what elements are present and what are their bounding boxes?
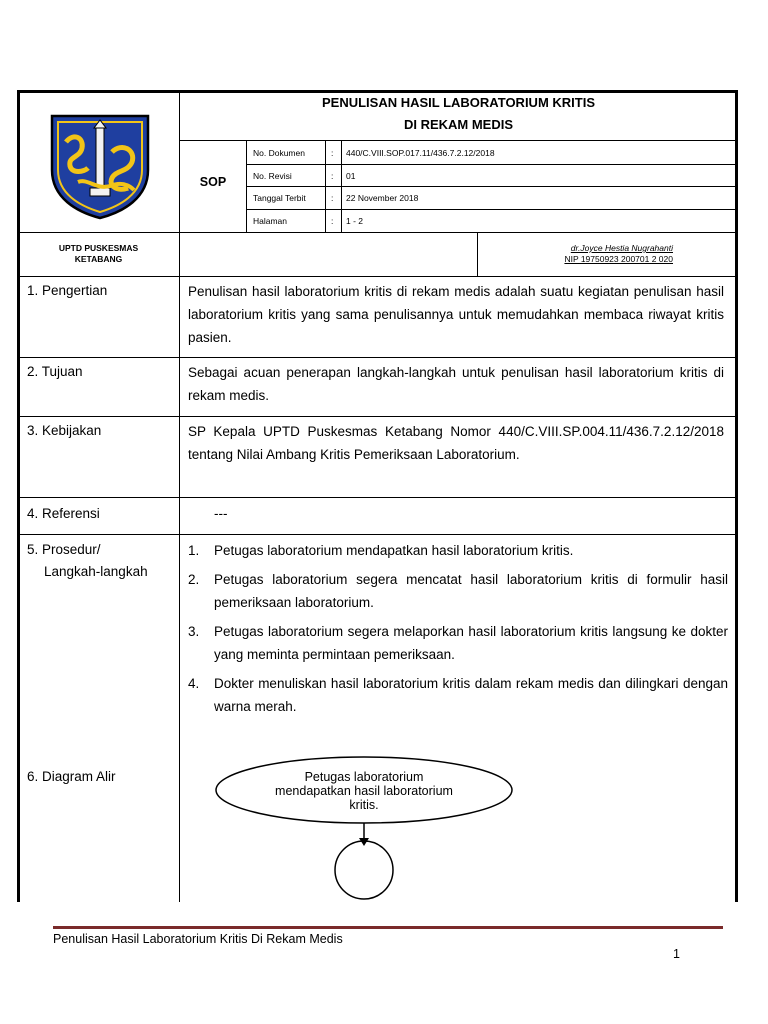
meta-row-line-1 [246,164,736,165]
prosedur-step-1 [188,539,728,562]
tujuan-label: 2. Tujuan [27,364,83,379]
pengertian-label: 1. Pengertian [27,283,108,298]
kebijakan-label: 3. Kebijakan [27,423,102,438]
diagram-label: 6. Diagram Alir [27,769,116,784]
kebijakan-text: SP Kepala UPTD Puskesmas Ketabang Nomor 440/C.VIII.SP.004.11/436.7.2.12/2018 tentang Nilai Ambang Kritis Pemeriksaan Laboratorium. [188,424,724,462]
referensi-label: 4. Referensi [27,506,100,521]
prosedur-step-2 [188,568,728,614]
document-title-line1: PENULISAN HASIL LABORATORIUM KRITIS [321,95,595,110]
meta-label-halaman: Halaman [253,216,288,226]
signer-name: dr.Joyce Hestia Nugrahanti [570,243,673,253]
step-number: 4. [188,676,200,691]
header-divider [179,140,736,141]
row-line-pengertian [18,357,736,358]
flow-node-text-line1: Petugas laboratorium [304,770,424,784]
step-text: Dokter menuliskan hasil laboratorium kritis dalam rekam medis dan dilingkari dengan warna merah. [214,676,728,714]
step-number: 2. [188,572,200,587]
signer-divider [477,232,478,276]
prosedur-label-line2: Langkah-langkah [44,564,148,579]
flow-node-text-line3: kritis. [349,798,379,812]
header-bottom-line [18,232,736,233]
step-text: Petugas laboratorium segera mencatat hasil laboratorium kritis di formulir hasil pemeriksaan laboratorium. [214,572,728,610]
table-top-border [17,90,737,93]
step-text: Petugas laboratorium mendapatkan hasil laboratorium kritis. [214,543,574,558]
meta-row-line-2 [246,186,736,187]
prosedur-step-3 [188,620,728,666]
meta-sep-no-revisi: : [331,171,334,181]
flow-arrow-head [359,838,369,846]
step-text: Petugas laboratorium segera melaporkan hasil laboratorium kritis langsung ke dokter yang meminta permintaan pemeriksaan. [214,624,728,662]
footer-rule [53,926,723,929]
referensi-text: --- [214,506,228,521]
flow-node-connector [335,841,393,899]
step-number: 1. [188,543,200,558]
meta-sep-tanggal-terbit: : [331,193,334,203]
meta-label-tanggal-terbit: Tanggal Terbit [253,193,306,203]
meta-row-line-3 [246,209,736,210]
meta-sep-halaman: : [331,216,334,226]
flow-node-text-line2: mendapatkan hasil laboratorium [275,784,453,798]
footer-title: Penulisan Hasil Laboratorium Kritis Di Rekam Medis [53,932,343,946]
table-left-border [17,90,20,902]
page-number: 1 [673,947,680,961]
meta-value-tanggal-terbit: 22 November 2018 [346,193,419,203]
surabaya-logo-icon [48,112,152,220]
meta-value-halaman: 1 - 2 [346,216,364,226]
meta-label-no-dokumen: No. Dokumen [253,148,305,158]
pengertian-text: Penulisan hasil laboratorium kritis di rekam medis adalah suatu kegiatan penulisan hasil laboratorium kritis yang sama penulisannya untuk memudahkan membaca riwayat kritis pasien. [188,284,724,345]
org-name-line1: UPTD PUSKESMAS [58,243,139,253]
signer-nip: NIP 19750923 200701 2 020 [564,254,673,264]
row-line-tujuan [18,416,736,417]
tujuan-text: Sebagai acuan penerapan langkah-langkah untuk penulisan hasil laboratorium kritis di rekam medis. [188,365,724,403]
meta-value-no-revisi: 01 [346,171,356,181]
meta-value-no-dokumen: 440/C.VIII.SOP.017.11/436.7.2.12/2018 [346,148,495,158]
prosedur-step-4 [188,672,728,718]
prosedur-label-line1: 5. Prosedur/ [27,542,101,557]
row-line-org [18,276,736,277]
sop-label: SOP [199,175,227,189]
row-line-referensi [18,534,736,535]
meta-label-no-revisi: No. Revisi [253,171,292,181]
step-number: 3. [188,624,200,639]
org-name-line2: KETABANG [74,254,123,264]
meta-sep-no-dokumen: : [331,148,334,158]
document-title-line2: DI REKAM MEDIS [403,117,514,132]
row-line-kebijakan [18,497,736,498]
